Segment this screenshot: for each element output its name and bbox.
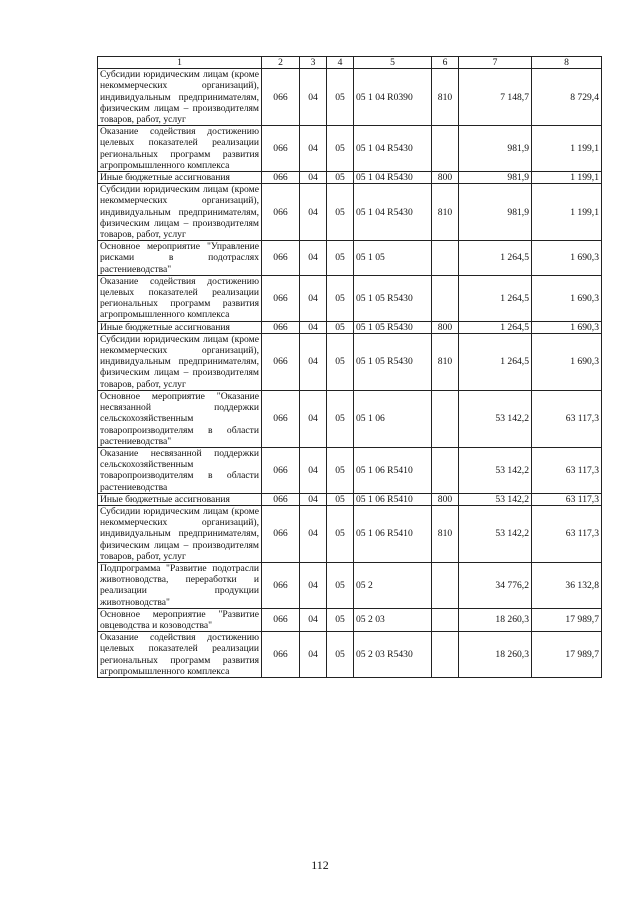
header-cell: 8 (532, 57, 602, 69)
section-code-cell: 04 (300, 505, 327, 562)
amount-year2-cell: 63 117,3 (532, 505, 602, 562)
amount-year2-cell: 36 132,8 (532, 562, 602, 608)
expense-type-cell (432, 562, 459, 608)
row-name-cell: Иные бюджетные ассигнования (98, 172, 262, 184)
amount-year1-cell: 53 142,2 (459, 493, 532, 505)
section-code-cell: 04 (300, 390, 327, 447)
amount-year1-cell: 1 264,5 (459, 333, 532, 390)
amount-year2-cell: 17 989,7 (532, 608, 602, 631)
header-cell: 6 (432, 57, 459, 69)
subsection-code-cell: 05 (327, 562, 354, 608)
target-article-cell: 05 1 06 R5410 (354, 493, 432, 505)
budget-table (97, 56, 602, 678)
table-row (98, 447, 602, 493)
row-name-cell: Основное мероприятие "Управление рисками в подотраслях растениеводства" (98, 241, 262, 276)
target-article-cell: 05 1 05 (354, 241, 432, 276)
amount-year1-cell: 981,9 (459, 184, 532, 241)
subsection-code-cell: 05 (327, 390, 354, 447)
expense-type-cell: 800 (432, 172, 459, 184)
table-row (98, 608, 602, 631)
target-article-cell: 05 1 04 R5430 (354, 126, 432, 172)
row-name-cell: Субсидии юридическим лицам (кроме некоммерческих организаций), индивидуальным предпринимателям, физическим лицам – производителям товаров, работ, услуг (98, 505, 262, 562)
section-code-cell: 04 (300, 562, 327, 608)
amount-year1-cell: 18 260,3 (459, 608, 532, 631)
section-code-cell: 04 (300, 447, 327, 493)
target-article-cell: 05 1 04 R5430 (354, 184, 432, 241)
table-row (98, 562, 602, 608)
table-row (98, 126, 602, 172)
subsection-code-cell: 05 (327, 632, 354, 678)
table-row (98, 184, 602, 241)
expense-type-cell (432, 241, 459, 276)
table-row (98, 69, 602, 126)
ministry-code-cell: 066 (262, 172, 300, 184)
section-code-cell: 04 (300, 608, 327, 631)
row-name-cell: Основное мероприятие "Развитие овцеводства и козоводства" (98, 608, 262, 631)
target-article-cell: 05 1 04 R0390 (354, 69, 432, 126)
table-row (98, 172, 602, 184)
row-name-cell: Подпрограмма "Развитие подотрасли животноводства, переработки и реализации продукции животноводства" (98, 562, 262, 608)
amount-year1-cell: 1 264,5 (459, 241, 532, 276)
section-code-cell: 04 (300, 493, 327, 505)
subsection-code-cell: 05 (327, 126, 354, 172)
amount-year2-cell: 1 690,3 (532, 241, 602, 276)
section-code-cell: 04 (300, 69, 327, 126)
section-code-cell: 04 (300, 184, 327, 241)
expense-type-cell: 800 (432, 321, 459, 333)
header-cell: 2 (262, 57, 300, 69)
section-code-cell: 04 (300, 333, 327, 390)
amount-year1-cell: 981,9 (459, 172, 532, 184)
expense-type-cell (432, 126, 459, 172)
target-article-cell: 05 2 03 (354, 608, 432, 631)
table-row (98, 632, 602, 678)
amount-year1-cell: 981,9 (459, 126, 532, 172)
subsection-code-cell: 05 (327, 608, 354, 631)
expense-type-cell (432, 390, 459, 447)
amount-year2-cell: 1 690,3 (532, 333, 602, 390)
amount-year1-cell: 53 142,2 (459, 390, 532, 447)
section-code-cell: 04 (300, 321, 327, 333)
section-code-cell: 04 (300, 632, 327, 678)
ministry-code-cell: 066 (262, 321, 300, 333)
subsection-code-cell: 05 (327, 172, 354, 184)
amount-year2-cell: 1 199,1 (532, 126, 602, 172)
section-code-cell: 04 (300, 241, 327, 276)
amount-year2-cell: 1 690,3 (532, 275, 602, 321)
header-cell: 1 (98, 57, 262, 69)
subsection-code-cell: 05 (327, 69, 354, 126)
ministry-code-cell: 066 (262, 608, 300, 631)
section-code-cell: 04 (300, 172, 327, 184)
target-article-cell: 05 1 04 R5430 (354, 172, 432, 184)
section-code-cell: 04 (300, 126, 327, 172)
ministry-code-cell: 066 (262, 184, 300, 241)
ministry-code-cell: 066 (262, 333, 300, 390)
row-name-cell: Оказание несвязанной поддержки сельскохозяйственным товаропроизводителям в области растениеводства (98, 447, 262, 493)
subsection-code-cell: 05 (327, 184, 354, 241)
expense-type-cell: 810 (432, 333, 459, 390)
subsection-code-cell: 05 (327, 321, 354, 333)
amount-year1-cell: 53 142,2 (459, 447, 532, 493)
amount-year1-cell: 1 264,5 (459, 275, 532, 321)
row-name-cell: Субсидии юридическим лицам (кроме некоммерческих организаций), индивидуальным предпринимателям, физическим лицам – производителям товаров, работ, услуг (98, 184, 262, 241)
table-row (98, 321, 602, 333)
row-name-cell: Иные бюджетные ассигнования (98, 493, 262, 505)
amount-year2-cell: 17 989,7 (532, 632, 602, 678)
subsection-code-cell: 05 (327, 241, 354, 276)
table-row (98, 275, 602, 321)
expense-type-cell (432, 447, 459, 493)
expense-type-cell: 810 (432, 505, 459, 562)
ministry-code-cell: 066 (262, 447, 300, 493)
amount-year2-cell: 8 729,4 (532, 69, 602, 126)
target-article-cell: 05 2 (354, 562, 432, 608)
amount-year2-cell: 63 117,3 (532, 447, 602, 493)
subsection-code-cell: 05 (327, 505, 354, 562)
ministry-code-cell: 066 (262, 562, 300, 608)
row-name-cell: Оказание содействия достижению целевых показателей реализации региональных программ развития агропромышленного комплекса (98, 632, 262, 678)
header-row (98, 57, 602, 69)
table-row (98, 390, 602, 447)
amount-year1-cell: 18 260,3 (459, 632, 532, 678)
target-article-cell: 05 1 05 R5430 (354, 275, 432, 321)
target-article-cell: 05 2 03 R5430 (354, 632, 432, 678)
table-row (98, 505, 602, 562)
amount-year2-cell: 1 199,1 (532, 184, 602, 241)
table-row (98, 241, 602, 276)
row-name-cell: Оказание содействия достижению целевых показателей реализации региональных программ развития агропромышленного комплекса (98, 275, 262, 321)
ministry-code-cell: 066 (262, 505, 300, 562)
header-cell: 4 (327, 57, 354, 69)
target-article-cell: 05 1 06 (354, 390, 432, 447)
target-article-cell: 05 1 05 R5430 (354, 321, 432, 333)
page-number: 112 (311, 858, 329, 872)
expense-type-cell: 800 (432, 493, 459, 505)
amount-year1-cell: 34 776,2 (459, 562, 532, 608)
expense-type-cell: 810 (432, 69, 459, 126)
amount-year1-cell: 1 264,5 (459, 321, 532, 333)
amount-year2-cell: 63 117,3 (532, 390, 602, 447)
expense-type-cell (432, 275, 459, 321)
header-cell: 5 (354, 57, 432, 69)
table-row (98, 333, 602, 390)
target-article-cell: 05 1 06 R5410 (354, 447, 432, 493)
ministry-code-cell: 066 (262, 275, 300, 321)
header-cell: 3 (300, 57, 327, 69)
row-name-cell: Субсидии юридическим лицам (кроме некоммерческих организаций), индивидуальным предпринимателям, физическим лицам – производителям товаров, работ, услуг (98, 333, 262, 390)
amount-year2-cell: 63 117,3 (532, 493, 602, 505)
header-cell: 7 (459, 57, 532, 69)
ministry-code-cell: 066 (262, 493, 300, 505)
ministry-code-cell: 066 (262, 69, 300, 126)
amount-year2-cell: 1 690,3 (532, 321, 602, 333)
row-name-cell: Основное мероприятие "Оказание несвязанной поддержки сельскохозяйственным товаропроизводителям в области растениеводства" (98, 390, 262, 447)
amount-year1-cell: 53 142,2 (459, 505, 532, 562)
amount-year1-cell: 7 148,7 (459, 69, 532, 126)
row-name-cell: Субсидии юридическим лицам (кроме некоммерческих организаций), индивидуальным предпринимателям, физическим лицам – производителям товаров, работ, услуг (98, 69, 262, 126)
ministry-code-cell: 066 (262, 241, 300, 276)
row-name-cell: Иные бюджетные ассигнования (98, 321, 262, 333)
amount-year2-cell: 1 199,1 (532, 172, 602, 184)
target-article-cell: 05 1 06 R5410 (354, 505, 432, 562)
expense-type-cell (432, 608, 459, 631)
ministry-code-cell: 066 (262, 126, 300, 172)
row-name-cell: Оказание содействия достижению целевых показателей реализации региональных программ развития агропромышленного комплекса (98, 126, 262, 172)
ministry-code-cell: 066 (262, 632, 300, 678)
subsection-code-cell: 05 (327, 333, 354, 390)
expense-type-cell (432, 632, 459, 678)
subsection-code-cell: 05 (327, 493, 354, 505)
subsection-code-cell: 05 (327, 275, 354, 321)
section-code-cell: 04 (300, 275, 327, 321)
table-row (98, 493, 602, 505)
ministry-code-cell: 066 (262, 390, 300, 447)
subsection-code-cell: 05 (327, 447, 354, 493)
expense-type-cell: 810 (432, 184, 459, 241)
target-article-cell: 05 1 05 R5430 (354, 333, 432, 390)
